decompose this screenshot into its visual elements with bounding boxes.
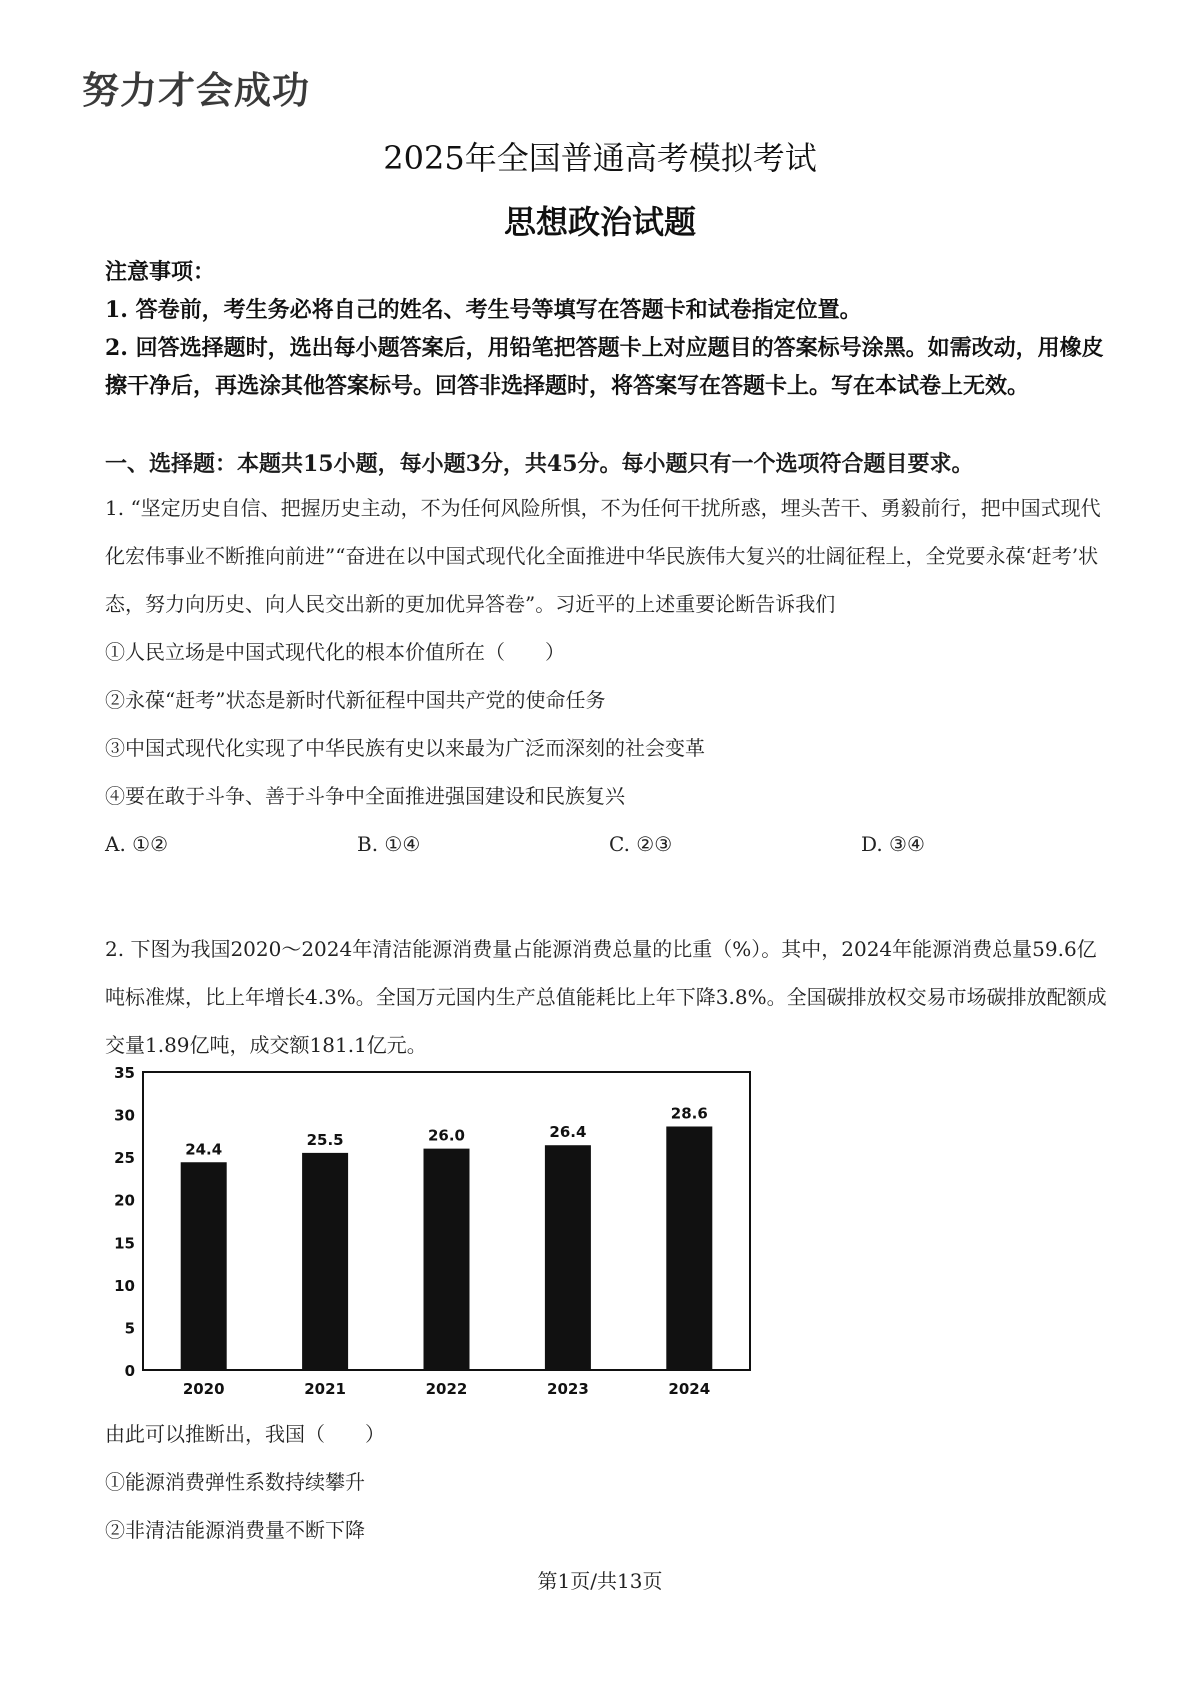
bar [302, 1153, 348, 1370]
question-2-continuation [105, 1410, 1115, 1554]
question-1 [105, 484, 1115, 868]
bar [666, 1126, 712, 1370]
exam-title: 2025年全国普通高考模拟考试 [383, 139, 817, 177]
question-1-statement: ④要在敢于斗争、善于斗争中全面推进强国建设和民族复兴 [105, 784, 625, 808]
question-2-statement: ①能源消费弹性系数持续攀升 [105, 1470, 365, 1494]
question-2-stem: 2. 下图为我国2020～2024年清洁能源消费量占能源消费总量的比重（%）。其中，2024年能源消费总量59.6亿吨标准煤，比上年增长4.3%。全国万元国内生产总值能耗比上年下降3.8%。全国碳排放权交易市场碳排放配额成交量1.89亿吨，成交额181.1亿元。 [105, 937, 1107, 1057]
data-label: 26.4 [549, 1123, 587, 1142]
y-tick-label: 5 [124, 1319, 135, 1338]
notes-item-1: 1. 答卷前，考生务必将自己的姓名、考生号等填写在答题卡和试卷指定位置。 [105, 297, 862, 323]
question-1-statement: ①人民立场是中国式现代化的根本价值所在（ ） [105, 640, 565, 664]
data-label: 24.4 [185, 1140, 223, 1159]
bar-chart [105, 1064, 765, 1404]
y-tick-label: 35 [114, 1064, 135, 1082]
question-1-stem: 1. “坚定历史自信、把握历史主动，不为任何风险所惧，不为任何干扰所惑，埋头苦干、勇毅前行，把中国式现代化宏伟事业不断推向前进”“奋进在以中国式现代化全面推进中华民族伟大复兴的壮阔征程上，全党要永葆‘赶考’状态，努力向历史、向人民交出新的更加优异答卷”。习近平的上述重要论断告诉我们 [105, 496, 1101, 616]
y-tick-label: 0 [124, 1362, 135, 1380]
y-tick-label: 25 [114, 1149, 135, 1168]
watermark-text: 努力才会成功 [82, 69, 310, 112]
notes-item-2: 2. 回答选择题时，选出每小题答案后，用铅笔把答题卡上对应题目的答案标号涂黑。如需改动，用橡皮擦干净后，再选涂其他答案标号。回答非选择题时，将答案写在答题卡上。写在本试卷上无效。 [105, 335, 1104, 399]
bar [181, 1162, 227, 1370]
option-c: C. ②③ [609, 832, 673, 856]
x-tick-label: 2021 [304, 1380, 346, 1398]
option-b: B. ①④ [357, 832, 421, 856]
y-tick-label: 20 [114, 1191, 135, 1210]
notes-section [105, 253, 1115, 405]
question-2-prompt: 由此可以推断出，我国（ ） [105, 1422, 385, 1446]
question-2 [105, 925, 1115, 1069]
y-tick-label: 10 [114, 1276, 135, 1295]
option-d: D. ③④ [861, 832, 925, 856]
section-heading: 一、选择题：本题共15小题，每小题3分，共45分。每小题只有一个选项符合题目要求。 [105, 451, 974, 477]
data-label: 25.5 [306, 1130, 344, 1149]
question-1-statement: ③中国式现代化实现了中华民族有史以来最为广泛而深刻的社会变革 [105, 736, 705, 760]
page-footer: 第1页/共13页 [537, 1569, 663, 1593]
data-label: 26.0 [427, 1126, 466, 1145]
option-a: A. ①② [105, 832, 169, 856]
y-tick-label: 15 [114, 1234, 135, 1253]
question-2-statement: ②非清洁能源消费量不断下降 [105, 1518, 365, 1542]
x-tick-label: 2023 [547, 1380, 589, 1398]
question-1-options [105, 820, 1115, 868]
x-tick-label: 2020 [182, 1380, 225, 1398]
x-tick-label: 2022 [425, 1380, 468, 1398]
x-tick-label: 2024 [668, 1380, 711, 1398]
data-label: 28.6 [670, 1104, 708, 1123]
exam-subtitle: 思想政治试题 [503, 203, 696, 241]
question-1-statement: ②永葆“赶考”状态是新时代新征程中国共产党的使命任务 [105, 688, 606, 712]
y-tick-label: 30 [114, 1106, 135, 1125]
bar [545, 1145, 591, 1370]
bar [424, 1149, 470, 1370]
notes-heading: 注意事项： [105, 259, 216, 285]
